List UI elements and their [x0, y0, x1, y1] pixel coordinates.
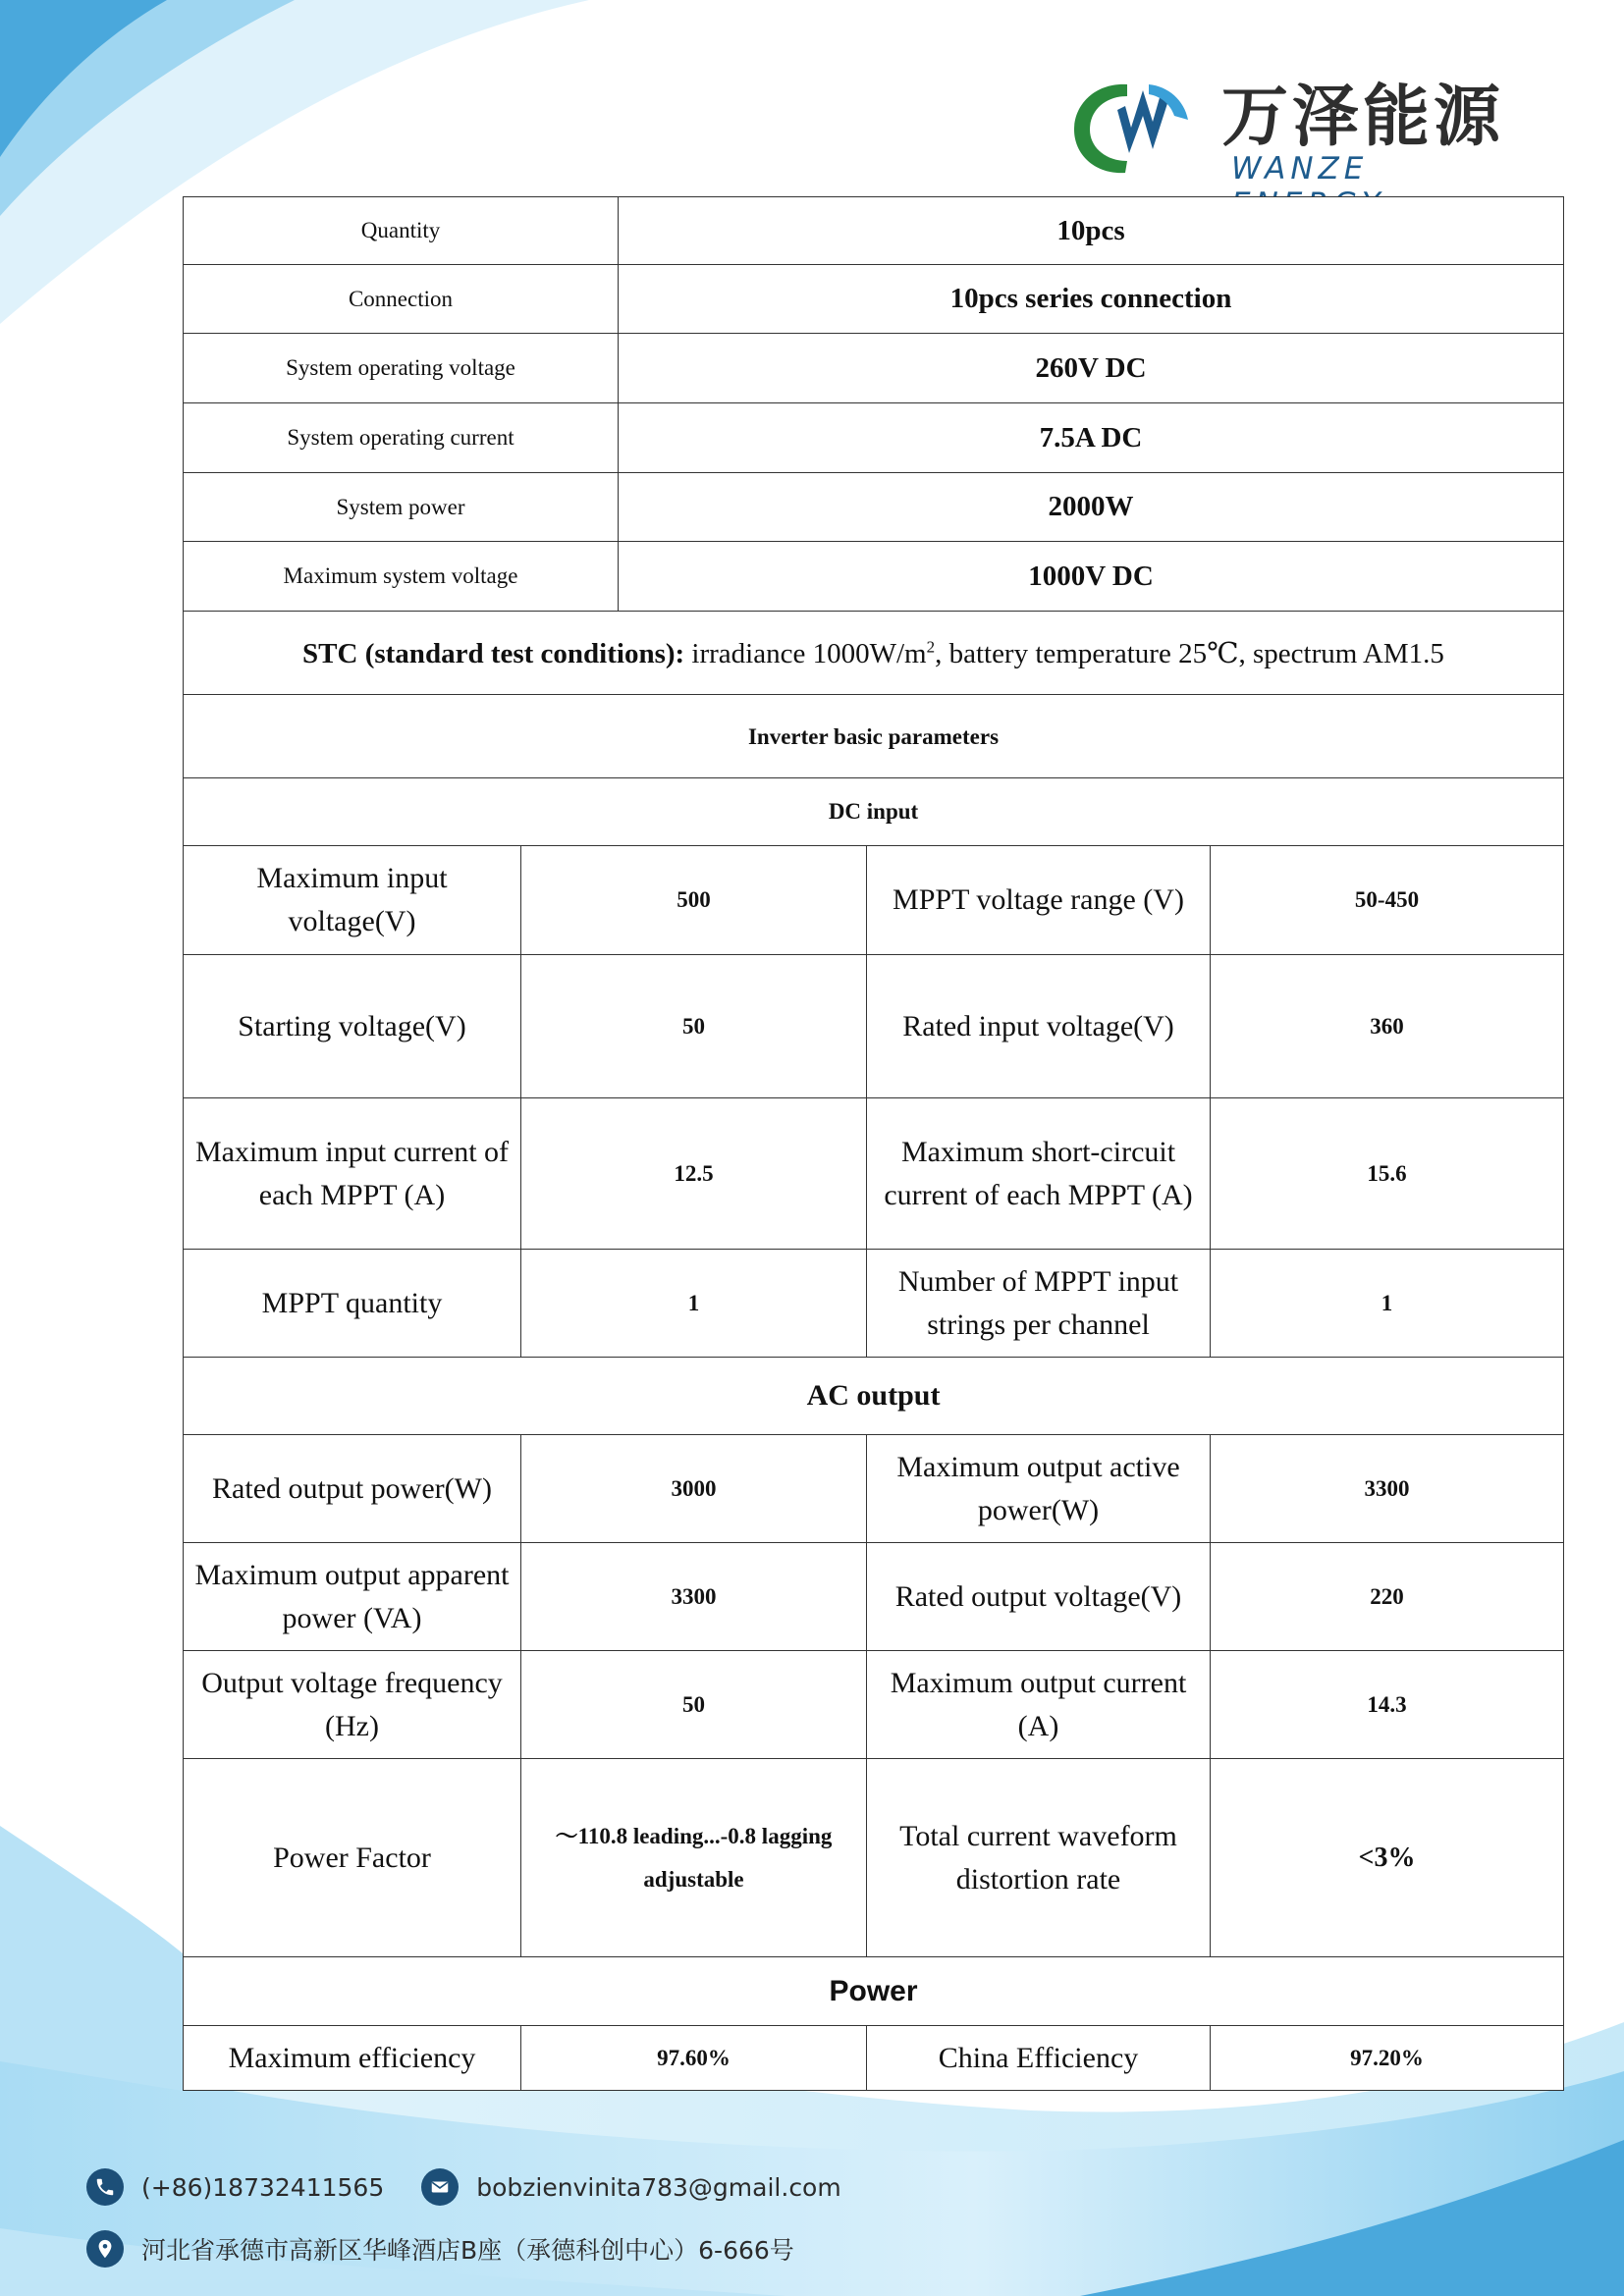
row-value: 260V DC [619, 334, 1564, 403]
param-label: Rated output power(W) [184, 1435, 521, 1543]
row-value: 10pcs series connection [619, 265, 1564, 334]
stc-note [184, 612, 1564, 695]
param-label: Maximum input voltage(V) [184, 846, 521, 955]
param-label: MPPT voltage range (V) [867, 846, 1211, 955]
footer-address: 河北省承德市高新区华峰酒店B座（承德科创中心）6-666号 [141, 2236, 794, 2265]
param-value: <3% [1211, 1759, 1564, 1957]
brand-name-cn: 万泽能源 [1221, 79, 1505, 156]
param-value: 220 [1211, 1543, 1564, 1651]
param-label: Maximum efficiency [184, 2026, 521, 2091]
param-label: Maximum input current of each MPPT (A) [184, 1098, 521, 1250]
param-value: 12.5 [521, 1098, 867, 1250]
row-label: Quantity [184, 197, 619, 265]
phone-icon [86, 2168, 124, 2206]
param-value: 15.6 [1211, 1098, 1564, 1250]
section-row [184, 1358, 1564, 1435]
row-label: Connection [184, 265, 619, 334]
table-row [184, 403, 1564, 473]
param-value: 50-450 [1211, 846, 1564, 955]
param-value: 3300 [521, 1543, 867, 1651]
table-row [184, 1435, 1564, 1543]
table-row [184, 542, 1564, 612]
param-value: 500 [521, 846, 867, 955]
param-label: Number of MPPT input strings per channel [867, 1250, 1211, 1358]
logo-mark-icon [1066, 77, 1192, 179]
table-row [184, 197, 1564, 265]
row-value: 1000V DC [619, 542, 1564, 612]
section-row [184, 1957, 1564, 2026]
row-value: 7.5A DC [619, 403, 1564, 473]
table-row [184, 1098, 1564, 1250]
param-label: Maximum short-circuit current of each MPPT (A) [867, 1098, 1211, 1250]
row-label: Maximum system voltage [184, 542, 619, 612]
stc-text-b: , battery temperature 25℃, spectrum AM1.5 [935, 637, 1444, 669]
param-label: Maximum output apparent power (VA) [184, 1543, 521, 1651]
param-value: 50 [521, 955, 867, 1098]
param-label: China Efficiency [867, 2026, 1211, 2091]
table-row [184, 334, 1564, 403]
param-label: Maximum output active power(W) [867, 1435, 1211, 1543]
stc-label: STC (standard test conditions): [302, 637, 685, 669]
brand-name-en: WANZE [1231, 151, 1369, 187]
email-icon [421, 2168, 459, 2206]
param-label: Total current waveform distortion rate [867, 1759, 1211, 1957]
footer-address-row [86, 2230, 794, 2268]
section-row [184, 778, 1564, 846]
system-parameters-table [183, 196, 1564, 779]
row-value: 10pcs [619, 197, 1564, 265]
table-row [184, 473, 1564, 542]
stc-text-a: irradiance 1000W/m [684, 637, 927, 669]
inverter-heading: Inverter basic parameters [184, 695, 1564, 779]
table-row [184, 846, 1564, 955]
ac-output-title: AC output [184, 1358, 1564, 1435]
param-label: Starting voltage(V) [184, 955, 521, 1098]
param-value: 360 [1211, 955, 1564, 1098]
dc-input-title: DC input [184, 778, 1564, 846]
row-label: System power [184, 473, 619, 542]
table-row [184, 2026, 1564, 2091]
row-label: System operating current [184, 403, 619, 473]
inverter-heading-row [184, 695, 1564, 779]
param-label: Rated output voltage(V) [867, 1543, 1211, 1651]
param-value: 14.3 [1211, 1651, 1564, 1759]
param-label: MPPT quantity [184, 1250, 521, 1358]
param-label: Maximum output current (A) [867, 1651, 1211, 1759]
inverter-parameters-table [183, 777, 1564, 2091]
power-title: Power [184, 1957, 1564, 2026]
param-value: 3300 [1211, 1435, 1564, 1543]
param-value: 97.20% [1211, 2026, 1564, 2091]
param-value: 97.60% [521, 2026, 867, 2091]
table-row [184, 1759, 1564, 1957]
param-value: 1 [521, 1250, 867, 1358]
stc-row [184, 612, 1564, 695]
row-label: System operating voltage [184, 334, 619, 403]
param-value: ～110.8 leading...-0.8 lagging adjustable [521, 1759, 867, 1957]
table-row [184, 1543, 1564, 1651]
stc-sup: 2 [926, 636, 936, 656]
table-row [184, 955, 1564, 1098]
footer-email[interactable]: bobzienvinita783@gmail.com [476, 2172, 841, 2202]
param-label: Power Factor [184, 1759, 521, 1957]
table-row [184, 265, 1564, 334]
brand-logo [1066, 77, 1518, 187]
table-row [184, 1250, 1564, 1358]
footer-contact-row [86, 2168, 841, 2206]
param-label: Rated input voltage(V) [867, 955, 1211, 1098]
footer-phone[interactable]: (+86)18732411565 [141, 2172, 385, 2202]
row-value: 2000W [619, 473, 1564, 542]
param-value: 1 [1211, 1250, 1564, 1358]
location-icon [86, 2230, 124, 2268]
table-row [184, 1651, 1564, 1759]
param-value: 3000 [521, 1435, 867, 1543]
param-label: Output voltage frequency (Hz) [184, 1651, 521, 1759]
param-value: 50 [521, 1651, 867, 1759]
